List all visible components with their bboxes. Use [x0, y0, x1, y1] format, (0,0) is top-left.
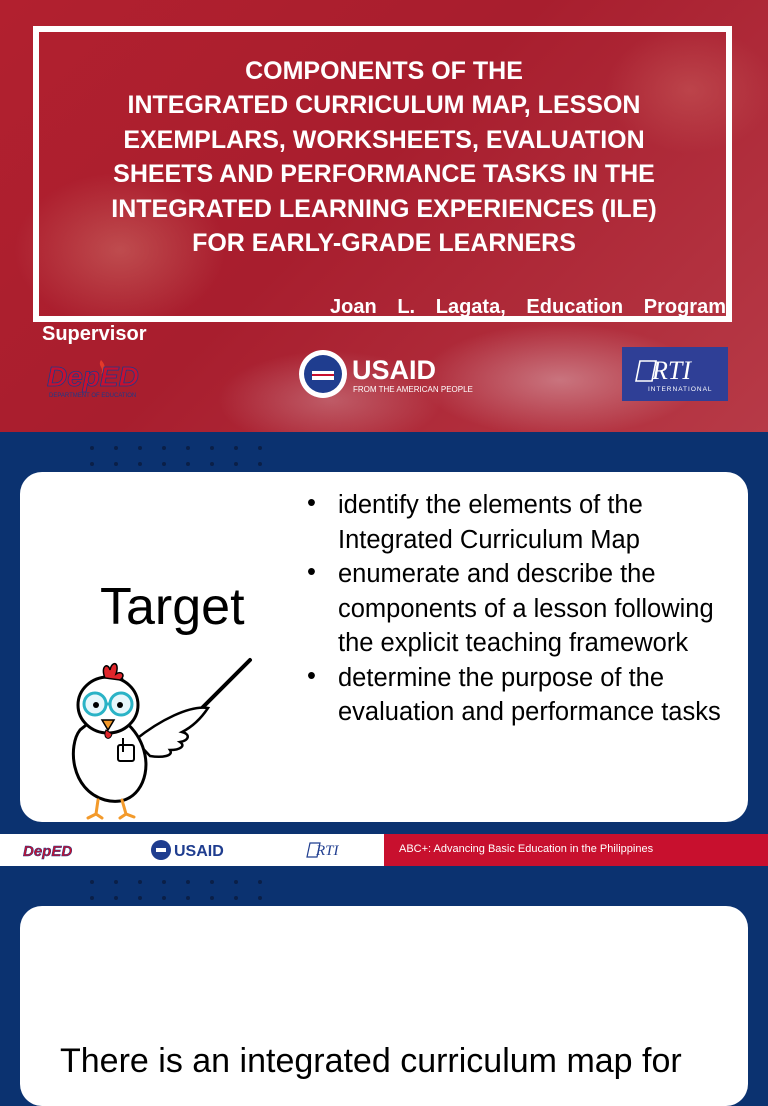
- title-line: INTEGRATED LEARNING EXPERIENCES (ILE): [111, 194, 657, 223]
- rti-wordmark: RTI: [652, 356, 691, 385]
- content-card: [20, 472, 748, 822]
- deped-logo: [45, 356, 153, 400]
- title-line: SHEETS AND PERFORMANCE TASKS IN THE: [113, 160, 655, 189]
- title-line: INTEGRATED CURRICULUM MAP, LESSON: [127, 91, 641, 120]
- target-list: [307, 488, 737, 730]
- curriculum-map-slide: [0, 866, 768, 1080]
- usaid-wordmark: USAID: [352, 355, 437, 385]
- chicken-teacher-illustration: [50, 650, 260, 820]
- rti-subtitle: INTERNATIONAL: [648, 386, 713, 393]
- targets-heading: Target: [100, 578, 245, 636]
- footer-deped-logo: [22, 838, 78, 862]
- title-line: EXEMPLARS, WORKSHEETS, EVALUATION: [123, 125, 645, 154]
- rti-logo: [622, 347, 728, 401]
- footer-usaid-wordmark: USAID: [174, 843, 224, 860]
- usaid-subtitle: FROM THE AMERICAN PEOPLE: [353, 385, 473, 394]
- usaid-logo: [298, 349, 473, 399]
- targets-slide: [0, 432, 768, 834]
- footer-rti-wordmark: RTI: [316, 843, 339, 859]
- slide-title: [45, 54, 723, 260]
- dot-pattern: [90, 880, 262, 900]
- footer-text: ABC+: Advancing Basic Education in the Philippines: [399, 843, 654, 855]
- dot-pattern: [90, 446, 262, 466]
- author-role: Supervisor: [42, 323, 147, 345]
- footer-strip: [0, 834, 768, 866]
- slide-text: There is an integrated curriculum map for: [60, 1042, 682, 1080]
- list-item: • enumerate and describe the components of a lesson following the explicit teaching framework: [307, 557, 737, 661]
- list-item: • identify the elements of the Integrated Curriculum Map: [307, 488, 737, 557]
- title-line: FOR EARLY-GRADE LEARNERS: [192, 229, 576, 258]
- footer-deped-wordmark: DepED: [23, 843, 73, 860]
- author-line: Joan L. Lagata, Education Program: [330, 296, 726, 318]
- deped-wordmark: DepED: [47, 361, 139, 392]
- title-slide: [0, 0, 768, 432]
- footer-usaid-logo: [150, 837, 240, 863]
- list-item: • determine the purpose of the evaluation and performance tasks: [307, 661, 737, 730]
- footer-rti-logo: [306, 838, 362, 862]
- deped-subtitle: DEPARTMENT OF EDUCATION: [49, 393, 137, 399]
- title-line: COMPONENTS OF THE: [245, 57, 523, 85]
- content-card: [20, 906, 748, 1106]
